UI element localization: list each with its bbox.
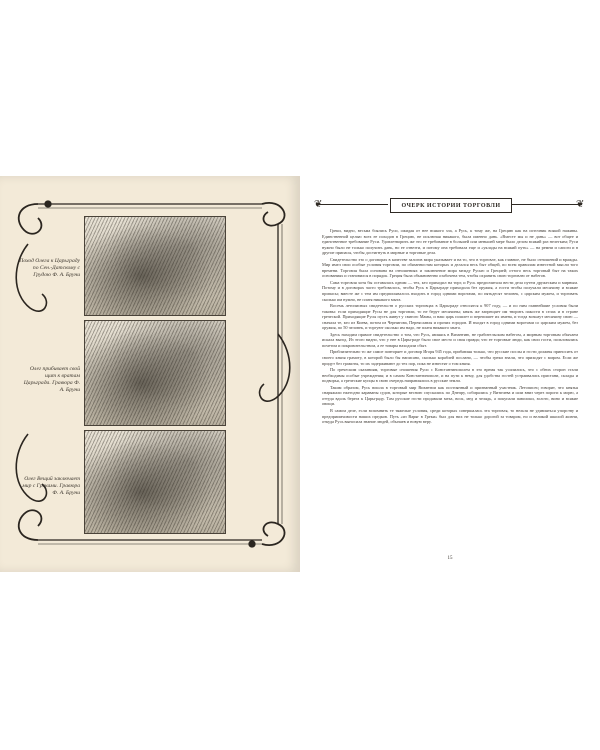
flourish-left-icon: ❦	[314, 199, 323, 210]
header-title: ОЧЕРК ИСТОРИИ ТОРГОВЛИ	[401, 202, 501, 209]
engraving-1	[84, 216, 226, 316]
paragraph: Греки, видно, весьма боялись Руси, ожидая от нее всякого зла, а Русь, к тому же, на Грецию как на источник всякой наживы. Единственной целью всех ее походов в Грецию, не исключая никакого, была именно дань. «Вместе мы и не дань» — вот общее и единственное требование Руси. Удовлетворить же это ее требование в большей или меньшей мере было делом всякий раз нелегким; Руси нужно было не только получить дань, но ее отвезти, и потому она требовала еще и «уклады на всякий путь» — на ремни и сапоги и в другие припасы, чтобы достигнуть в мирные и торговые дела.	[322, 228, 578, 256]
paragraph: По греческим сказаниям, торговые сношения Руси с Константинополем в это время так усилились, что с обеих сторон стали необходимы особые учреждения; и в самом Константинополе, и на пути к нему, для удобства гостей устраивались пристани, склады и подворья, а греческие купцы в свою очередь направлялись в русские земли.	[322, 367, 578, 384]
header-title-box	[390, 198, 512, 213]
paragraph: В самом деле, если вспомнить те тяжелые условия, среди которых совершалась эта торговля, то нельзя не удивляться упорству и предприимчивости наших предков. Путь «из Варяг в Греки» был для них не только дорогой за товаром, но и великой школой жизни, откуда Русь выносила знание людей, обычаев и новую веру.	[322, 407, 578, 425]
paragraph: Здесь находим прямое свидетельство о том, что Русь, являясь в Византию, не грабительским набегом, а мирным торговым обычаем искала выгод. Из этого видно, что у нее в Царьграде было свое место и своя правда; что ее торговые люди, как свои гости, пользовались почетом и покровительством, а ее товары находили сбыт.	[322, 331, 578, 348]
paragraph: Сама торговля хотя бы оставалась одним — тех, кто приходил на торг, и Русь предпочитала вести дела путем дружеским и мирным. Потому и в договорах часто требовалось, чтобы Русь в Царьграде приходила без оружия, а гости чтобы получали месячину и всякие припасы; вместе же с тем им предписывалось входить в город одними воротами, по пятьдесят человек, с царским мужем, и торговать сколько им нужно, не платя никакого мыта.	[322, 279, 578, 302]
caption-1: Поход Олега к Царьграду по Сен.-Датскому с Грудою Ф. А. Бруни	[19, 258, 80, 278]
body-text	[322, 228, 578, 546]
header-rule-left	[318, 204, 388, 205]
paragraph: Приблизительно то же самое повторяет и договор Игоря 945 года, прибавляя только, что русские послы и гости должны приносить от своего князя грамоту, в которой было бы написано, сколько кораблей послано, — чтобы греки знали, что приходят с миром. Если же придут без грамоты, то их задерживают до тех пор, пока не известят о том князя.	[322, 349, 578, 366]
page-number: 15	[447, 556, 453, 561]
left-page	[0, 176, 300, 572]
caption-3: Олег Вещий заключает мир с Греками. Гравюра Ф. А. Бруни	[22, 476, 80, 496]
engraving-3	[84, 430, 226, 534]
header-rule-right	[512, 204, 582, 205]
paragraph: Восемь летописных свидетельств о русских торговцах в Царьграде относятся к 907 году, — и по ним главнейшие условия были таковы: если приходящие Русы не для торговли, то не берут месячины; князь же запрещает им творить пакости в селах и в стране греческой. Приходящие Русы пусть живут у святого Мамы, и наш царь пошлет и перепишет их имена, и тогда возьмут месячину свою — сначала те, кто из Киева, потом из Чернигова, Переяславля и прочих городов. И входят в город одними воротами со царским мужем, без оружия, по 50 человек, и торгуют сколько им надо, не платя никакого мыта.	[322, 303, 578, 331]
right-page	[300, 176, 600, 572]
paragraph: Свидетельство это о договорах в качестве залогов мира указывает и на то, что в торговле, как главное, не было отношений и вражды. Мир имел свои особые условия торговли, по обязанностям которых и делался весь быт общей, по всем правилам известной мысли того времени. Торговля была основана на отношениях и заключение мира между Русью и Грецией; оттого весь торговый быт на таких основаниях и становился в порядок. Греция была обыкновенно озабочена тем, чтобы охранить свою торговлю от набегов.	[322, 256, 578, 279]
paragraph: Таким образом, Русь вошла в торговый мир Византии как постоянный и признанный участник. Летописец говорит, что князья снаряжали ежегодно караваны судов, которые весною спускались по Днепру, собирались у Витичева и шли вниз через пороги к морю, а оттуда вдоль берега к Царьграду. Там русские гости продавали меха, воск, мед и челядь, а покупали паволоки, золото, вино и всякие овощи.	[322, 384, 578, 407]
caption-2: Олег прибивает свой щит к вратам Царьграда. Гравюра Ф. А. Бруни	[23, 366, 80, 393]
flourish-right-icon: ❦	[576, 199, 585, 210]
engraving-2	[84, 320, 226, 426]
running-header	[314, 198, 585, 212]
